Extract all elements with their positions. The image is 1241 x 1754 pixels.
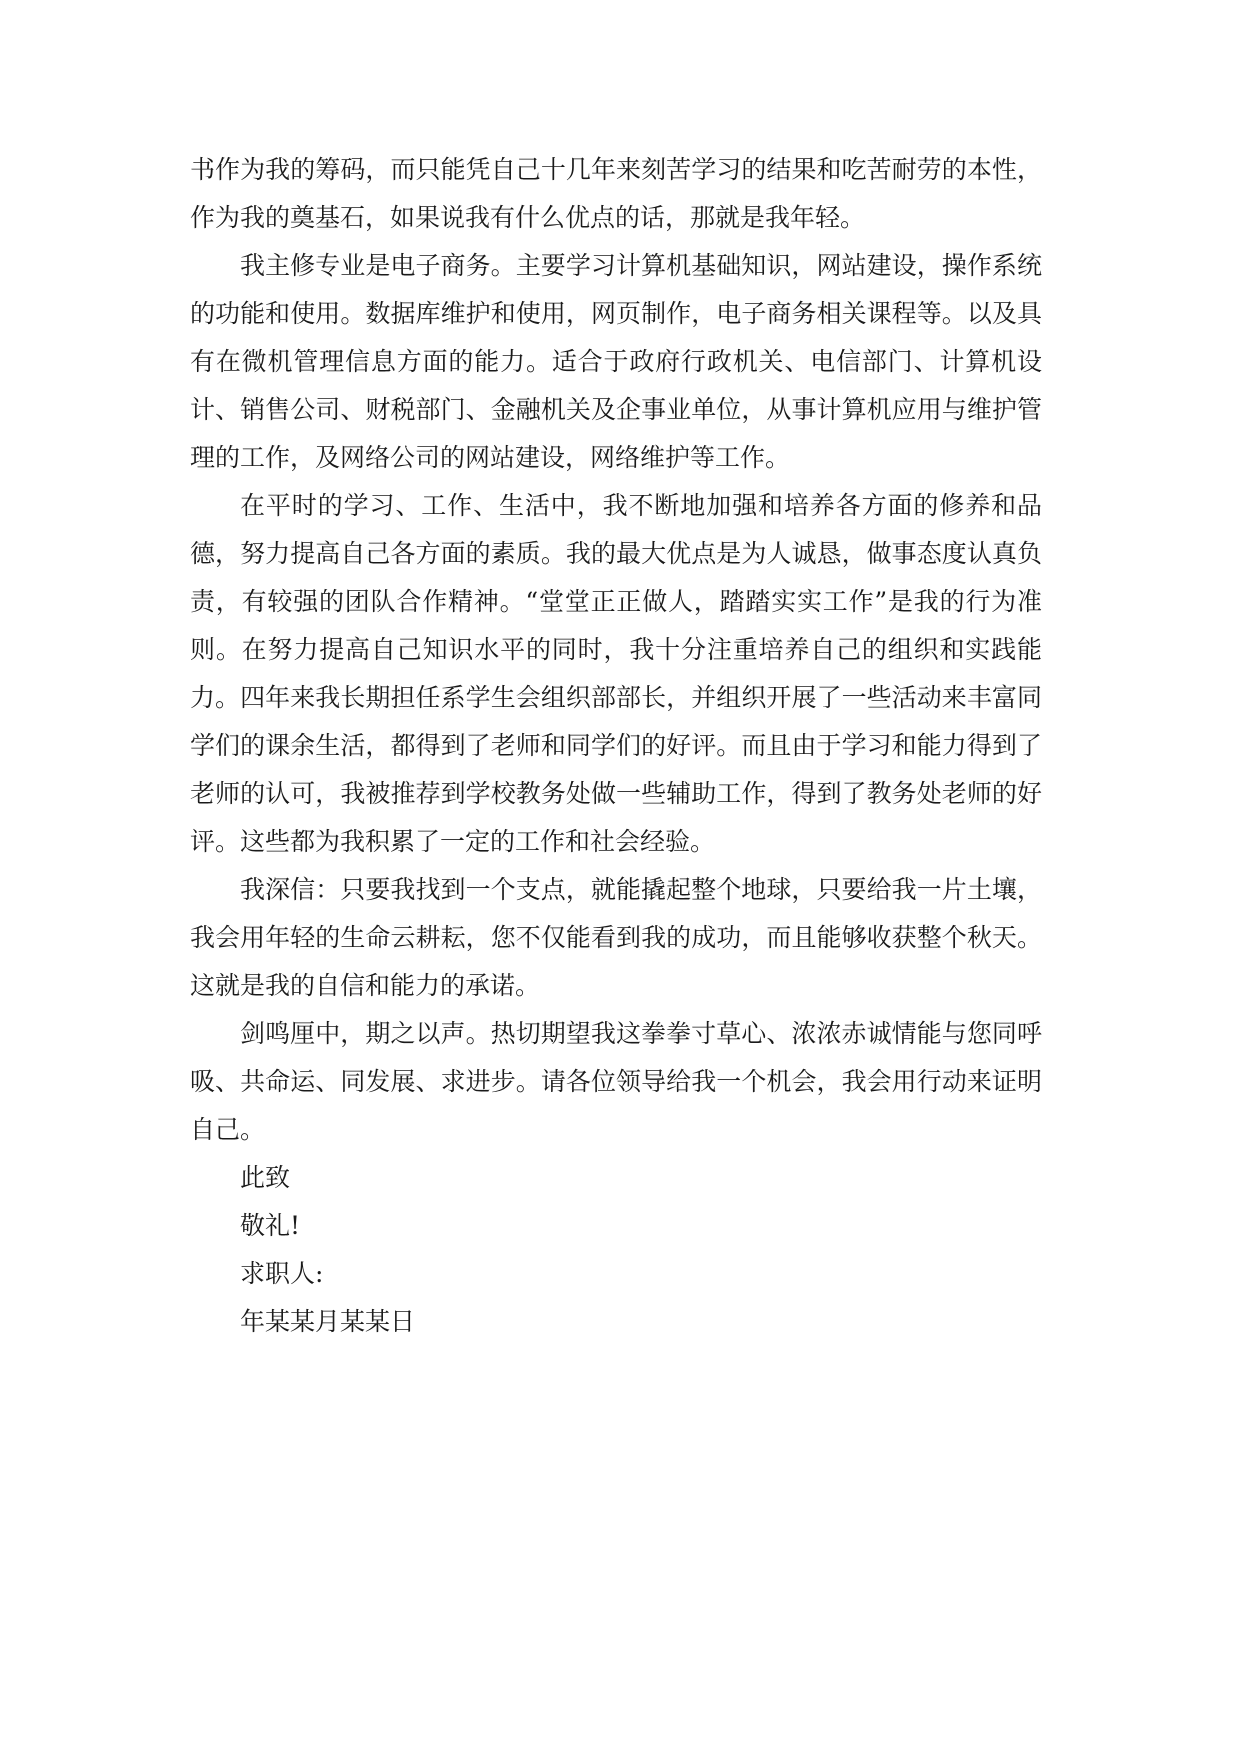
paragraph-3: 在平时的学习、工作、生活中，我不断地加强和培养各方面的修养和品德，努力提高自己各方面的素质。我的最大优点是为人诚恳，做事态度认真负责，有较强的团队合作精神。“堂堂正正做人，踏踏实实工作”是我的行为准则。在努力提高自己知识水平的同时，我十分注重培养自己的组织和实践能力。四年来我长期担任系学生会组织部部长，并组织开展了一些活动来丰富同学们的课余生活，都得到了老师和同学们的好评。而且由于学习和能力得到了老师的认可，我被推荐到学校教务处做一些辅助工作，得到了教务处老师的好评。这些都为我积累了一定的工作和社会经验。 (190, 491, 1042, 856)
paragraph-1: 书作为我的筹码，而只能凭自己十几年来刻苦学习的结果和吃苦耐劳的本性，作为我的奠基石，如果说我有什么优点的话，那就是我年轻。 (190, 155, 1042, 232)
document-page (190, 146, 1042, 1346)
closing-block (190, 1154, 1042, 1346)
paragraph-4: 我深信：只要我找到一个支点，就能撬起整个地球，只要给我一片土壤，我会用年轻的生命云耕耘，您不仅能看到我的成功，而且能够收获整个秋天。这就是我的自信和能力的承诺。 (190, 875, 1042, 1000)
paragraph-2: 我主修专业是电子商务。主要学习计算机基础知识，网站建设，操作系统的功能和使用。数据库维护和使用，网页制作，电子商务相关课程等。以及具有在微机管理信息方面的能力。适合于政府行政机关、电信部门、计算机设计、销售公司、财税部门、金融机关及企事业单位，从事计算机应用与维护管理的工作，及网络公司的网站建设，网络维护等工作。 (190, 251, 1042, 472)
paragraph-5: 剑鸣厘中，期之以声。热切期望我这拳拳寸草心、浓浓赤诚情能与您同呼吸、共命运、同发展、求进步。请各位领导给我一个机会，我会用行动来证明自己。 (190, 1019, 1042, 1144)
closing-date: 年某某月某某日 (240, 1307, 416, 1336)
closing-salutation: 此致 (240, 1163, 291, 1192)
closing-regards: 敬礼! (240, 1211, 301, 1240)
closing-applicant: 求职人: (240, 1259, 324, 1288)
